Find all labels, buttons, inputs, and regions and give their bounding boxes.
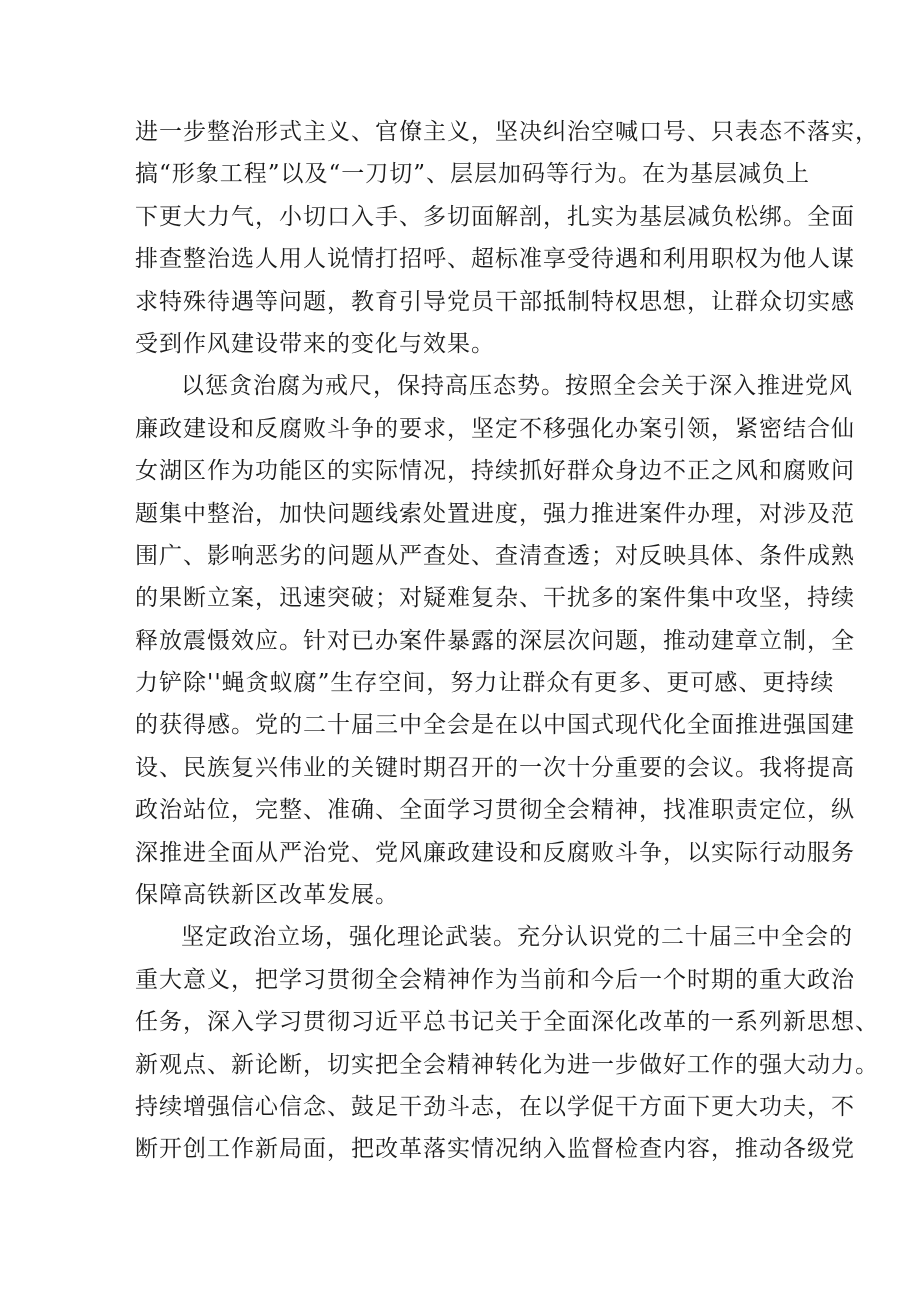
text-line: 保障高铁新区改革发展。 — [135, 882, 399, 909]
text-line: 题集中整治，加快问题线索处置进度，强力推进案件办理，对涉及范 — [135, 500, 855, 527]
text-line: 政治站位，完整、准确、全面学习贯彻全会精神，找准职责定位，纵 — [135, 797, 855, 824]
text-line: 排查整治选人用人说情打招呼、超标准享受待遇和利用职权为他人谋 — [135, 246, 855, 273]
text-line: 求特殊待遇等问题，教育引导党员干部抵制特权思想，让群众切实感 — [135, 288, 855, 315]
text-line: 设、民族复兴伟业的关键时期召开的一次十分重要的会议。我将提高 — [135, 754, 855, 781]
text-line: 力铲除''蝇贪蚁腐”生存空间，努力让群众有更多、更可感、更持续 — [135, 670, 835, 697]
document-body — [135, 111, 879, 1171]
text-line: 断开创工作新局面，把改革落实情况纳入监督检查内容，推动各级党 — [135, 1136, 855, 1163]
text-line: 女湖区作为功能区的实际情况，持续抓好群众身边不正之风和腐败问 — [135, 458, 855, 485]
text-line: 深推进全面从严治党、党风廉政建设和反腐败斗争，以实际行动服务 — [135, 839, 855, 866]
paragraph-first-line: 以惩贪治腐为戒尺，保持高压态势。按照全会关于深入推进党风 — [181, 373, 853, 400]
paragraph-first-line: 坚定政治立场，强化理论武装。充分认识党的二十届三中全会的 — [181, 924, 853, 951]
text-line: 受到作风建设带来的变化与效果。 — [135, 330, 495, 357]
text-line: 围广、影响恶劣的问题从严查处、查清查透；对反映具体、条件成熟 — [135, 542, 855, 569]
text-line: 持续增强信心信念、鼓足干劲斗志，在以学促干方面下更大功夫，不 — [135, 1093, 855, 1120]
text-line: 新观点、新论断，切实把全会精神转化为进一步做好工作的强大动力。 — [135, 1051, 879, 1078]
text-line: 下更大力气，小切口入手、多切面解剖，扎实为基层减负松绑。全面 — [135, 203, 855, 230]
text-line: 进一步整治形式主义、官僚主义，坚决纠治空喊口号、只表态不落实， — [135, 119, 879, 145]
text-line: 释放震慑效应。针对已办案件暴露的深层次问题，推动建章立制，全 — [135, 627, 855, 654]
text-line: 重大意义，把学习贯彻全会精神作为当前和今后一个时期的重大政治 — [135, 966, 855, 993]
text-line: 任务，深入学习贯彻习近平总书记关于全面深化改革的一系列新思想、 — [135, 1009, 879, 1036]
text-line: 廉政建设和反腐败斗争的要求，坚定不移强化办案引领，紧密结合仙 — [135, 415, 855, 442]
text-line: 搞“形象工程”以及“一刀切”、层层加码等行为。在为基层减负上 — [135, 161, 811, 188]
text-line: 的获得感。党的二十届三中全会是在以中国式现代化全面推进强国建 — [135, 712, 855, 739]
text-line: 的果断立案，迅速突破；对疑难复杂、干扰多的案件集中攻坚，持续 — [135, 585, 855, 612]
